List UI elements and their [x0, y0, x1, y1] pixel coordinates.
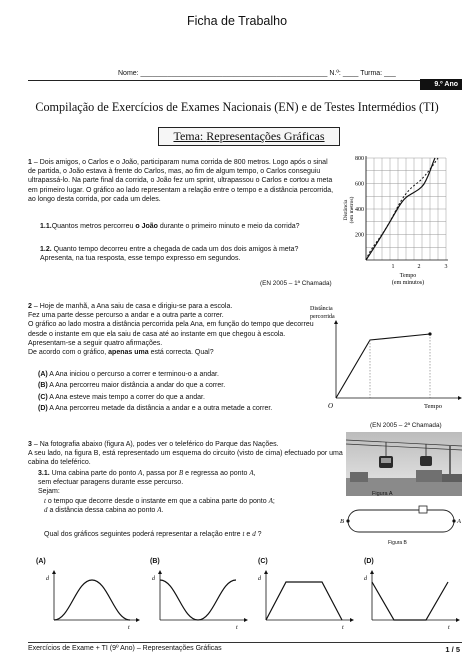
q3-def-d-point: A [157, 506, 162, 515]
figure-a-caption: Figura A [372, 491, 393, 497]
q3-text [28, 440, 344, 468]
q1-distance-time-graph [336, 150, 462, 295]
q2-option-a-letter: (A) [38, 371, 48, 378]
q3-def-t: t o tempo que decorre desde o instante em que a cabina parte do ponto A; [44, 497, 275, 505]
graph-a[interactable] [40, 568, 140, 632]
q1-text: – Dois amigos, o Carlos e o João, participaram numa corrida de 800 metros. Logo após o sinal de partida, o João estava à frente do Carlos, mas, ao fim de algum tempo, o Carlos conseguiu ultrapassá-lo. Na parte final da corrida, o João fez um sprint, ultrapassou o Carlos e cortou a meta em primeiro lugar. O gráfico ao lado representam a relação entre o tempo e a distância percorrida, ao longo desta corrida, por cada um deles. [28, 159, 334, 203]
graph-b-t: t [236, 625, 238, 631]
q2-ylabel-2: percorrida [310, 314, 335, 320]
name-line: Nome: ________________________________________________ N.º: ____ Turma: ___ [118, 70, 396, 77]
q1-1 [40, 222, 335, 231]
y-tick-600: 600 [355, 181, 364, 188]
q3-text-2: A seu lado, na figura B, está representado um esquema do circuito (visto de cima) efectuado por uma cabina do teleférico. [28, 450, 343, 467]
theme-prefix: Tema: [173, 129, 207, 143]
cabin-marker [419, 506, 427, 513]
q3-1-a: Uma cabina parte do ponto [51, 470, 139, 477]
q1-intro [28, 158, 334, 204]
page-number: 1 / 5 [445, 645, 460, 654]
q3-def-t-point: A [268, 497, 273, 505]
graph-d-d: d [364, 576, 367, 582]
q2-source: (EN 2005 – 2ª Chamada) [370, 422, 442, 429]
graph-d[interactable] [362, 568, 462, 632]
q2-option-d-letter: (D) [38, 404, 48, 412]
q2-text-5b: apenas uma [108, 349, 149, 357]
q3-question-end: ? [255, 531, 262, 538]
circuit-loop [348, 510, 454, 532]
circuit-point-b: B [340, 518, 344, 525]
y-axis-label: Distância [343, 199, 349, 221]
q2-option-a[interactable] [38, 369, 338, 380]
graph-c-label: (C) [258, 558, 268, 565]
q1-2-text: Quanto tempo decorreu entre a chegada de cada um dos dois amigos à meta? [53, 246, 299, 253]
q2-option-b[interactable] [38, 380, 338, 391]
q2-origin: O [328, 402, 334, 410]
q1-source: (EN 2005 – 1ª Chamada) [260, 280, 332, 287]
q2-options [38, 369, 338, 414]
q3-def-d-var: d [44, 506, 48, 515]
x-axis-unit: (em minutos) [391, 280, 425, 286]
figure-b-caption: Figura B [388, 540, 407, 546]
q3-1-line2: sem efectuar paragens durante esse percurso. [38, 479, 184, 487]
x-tick-2: 2 [417, 264, 421, 270]
y-axis-unit: (em metros) [349, 196, 355, 224]
q3-1-b: , passa por [142, 470, 179, 477]
q3-question-e: e [244, 531, 253, 538]
q3-text-1: – Na fotografia abaixo (figura A), podes ver o teleférico do Parque das Nações. [33, 441, 279, 448]
q3-1-point-b: B [178, 469, 184, 477]
q3-1-sejam: Sejam: [38, 488, 60, 496]
q1-2-text-b: Apresenta, na tua resposta, esse tempo expresso em segundos. [40, 255, 241, 263]
y-tick-400: 400 [355, 207, 364, 213]
q1-1-text-b: o João [135, 223, 158, 230]
q2-option-d[interactable] [38, 403, 338, 414]
q2-option-b-text: A Ana percorreu maior distância a andar do que a correr. [49, 382, 226, 390]
q2-path-line [336, 334, 430, 398]
q2-text-5c: está correcta. Qual? [148, 349, 214, 357]
theme-title: Representações Gráficas [206, 129, 325, 143]
q3-question-t: t [242, 530, 245, 538]
graph-b[interactable] [150, 568, 250, 632]
q2-xlabel: Tempo [424, 403, 442, 410]
q3-question [44, 530, 340, 539]
q2-option-c-letter: (C) [38, 393, 48, 401]
q2-distance-graph [308, 300, 462, 412]
y-tick-200: 200 [355, 232, 364, 239]
header-divider [28, 80, 462, 81]
graph-c-t: t [342, 625, 344, 631]
q3-number: 3 [28, 441, 32, 448]
x-tick-3: 3 [444, 264, 448, 270]
q2-option-c-text: A Ana esteve mais tempo a correr do que a andar. [49, 393, 205, 401]
graph-a-t: t [128, 625, 130, 631]
q1-2 [40, 245, 335, 263]
graph-d-label: (D) [364, 558, 374, 565]
q1-2-number: 1.2. [40, 246, 52, 253]
q3-def-d: d a distância dessa cabina ao ponto A. [44, 506, 164, 515]
x-tick-1: 1 [391, 264, 395, 270]
figure-a-cable-car-photo [346, 432, 462, 496]
q2-option-a-text: A Ana iniciou o percurso a correr e terminou-o a andar. [49, 371, 219, 378]
q2-ylabel-1: Distância [310, 306, 333, 312]
y-tick-800: 800 [355, 156, 364, 162]
x-axis-label: Tempo [399, 273, 417, 279]
q2-number: 2 [28, 303, 32, 310]
q3-1 [38, 469, 338, 497]
q1-1-text-c: durante o primeiro minuto e meio da corrida? [157, 223, 300, 230]
theme-box [158, 127, 340, 146]
q3-1-d: , [253, 470, 256, 477]
q2-text-5a: De acordo com o gráfico, [28, 349, 109, 357]
graph-c[interactable] [256, 568, 356, 632]
q2-text-4: Apresentam-se a seguir quatro afirmações. [28, 339, 163, 347]
q1-number: 1 [28, 159, 32, 166]
circuit-point-a: A [457, 518, 461, 525]
graph-d-t: t [448, 625, 450, 631]
footer-divider [28, 642, 462, 643]
q2-text-2: Fez uma parte desse percurso a andar e a outra parte a correr. [28, 312, 224, 320]
q3-1-c: e regressa ao ponto [183, 470, 250, 477]
page-title: Ficha de Trabalho [186, 14, 288, 28]
graph-b-label: (B) [150, 558, 160, 565]
q3-def-t-text: o tempo que decorre desde o instante em que a cabina parte do ponto [45, 498, 269, 505]
q2-option-d-text: A Ana percorreu metade da distância a andar e a outra metade a correr. [49, 404, 273, 412]
q3-1-number: 3.1. [38, 470, 50, 477]
q2-option-c[interactable] [38, 392, 338, 403]
q2-text-1: – Hoje de manhã, a Ana saiu de casa e dirigiu-se para a escola. [33, 303, 233, 310]
q3-def-d-text: a distância dessa cabina ao ponto [47, 507, 158, 515]
graph-a-label: (A) [36, 558, 46, 565]
q3-defs [44, 497, 340, 515]
q1-1-number: 1.1. [40, 223, 52, 230]
q3-def-t-var: t [44, 497, 46, 505]
graph-a-d: d [46, 576, 49, 582]
q3-1-point-a: A [138, 469, 143, 477]
q2-text-3: O gráfico ao lado mostra a distância percorrida pela Ana, em função do tempo que decorreu desde o instante em que ela saiu de casa até ao instante em que chegou à escola. [28, 321, 314, 338]
grade-badge: 9.º Ano [420, 79, 462, 90]
graph-b-d: d [152, 576, 155, 582]
q2-text [28, 302, 328, 357]
q3-question-d: d [252, 530, 256, 538]
figure-b-circuit-diagram [338, 502, 464, 540]
q1-1-text-a: Quantos metros percorreu [51, 223, 136, 230]
q3-question-a: Qual dos gráficos seguintes poderá representar a relação entre [44, 531, 243, 538]
graph-c-d: d [258, 576, 261, 582]
compilation-heading: Compilação de Exercícios de Exames Nacionais (EN) e de Testes Intermédios (TI) [35, 100, 439, 114]
q2-option-b-letter: (B) [38, 382, 48, 390]
q3-1-point-a-2: A [249, 469, 254, 477]
footer-text: Exercícios de Exame + TI (9º Ano) – Representações Gráficas [28, 645, 222, 652]
